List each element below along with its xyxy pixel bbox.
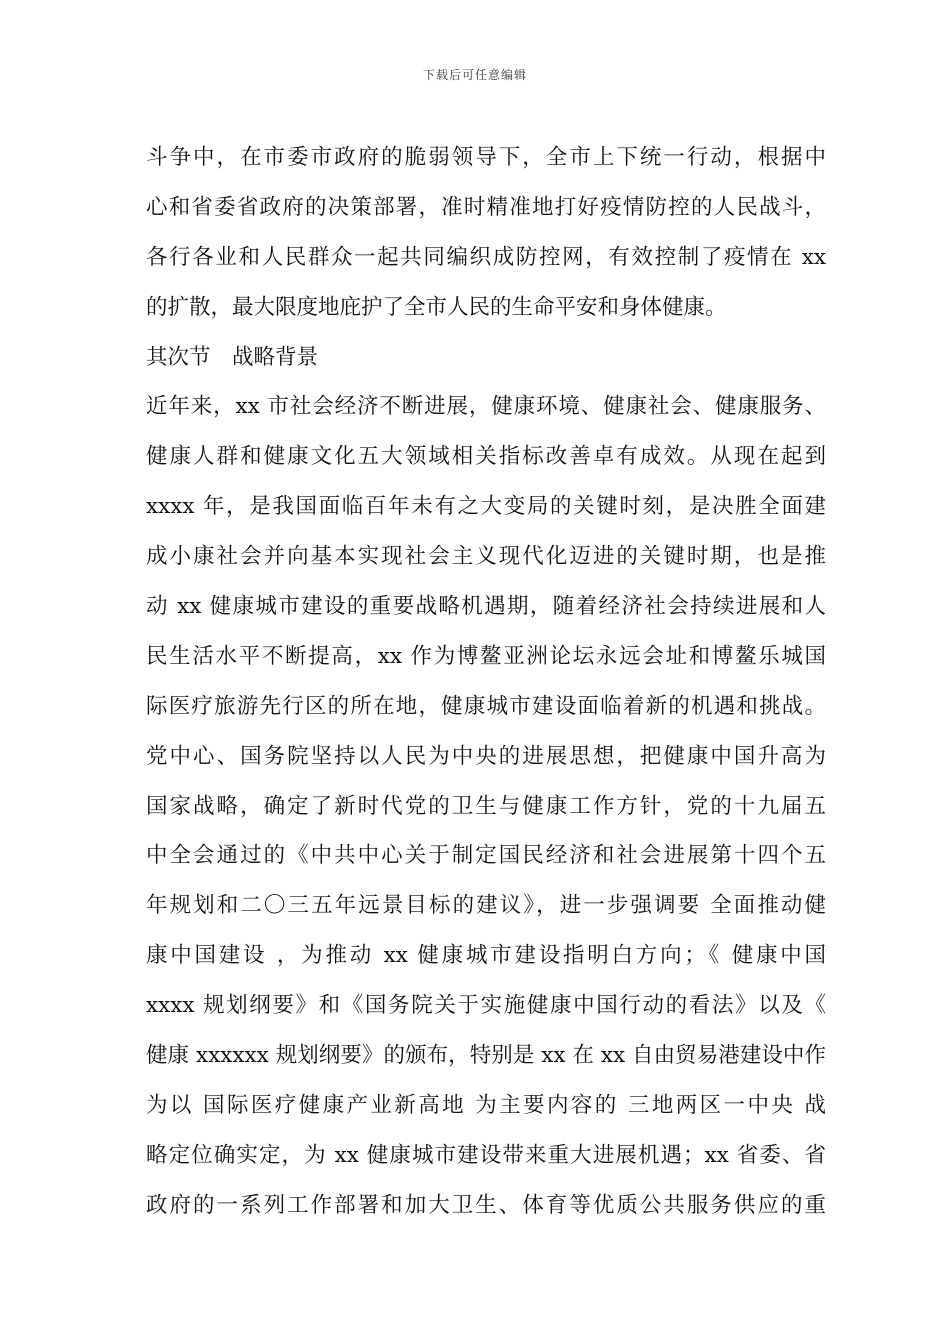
text-line: 政府的一系列工作部署和加大卫生、体育等优质公共服务供应的重 [146, 1192, 826, 1218]
text-line: 民生活水平不断提高，xx 作为博鳌亚洲论坛永远会址和博鳌乐城国 [146, 643, 826, 669]
text-line: 为以 国际医疗健康产业新高地 为主要内容的 三地两区一中央 战 [146, 1092, 826, 1118]
text-line: 近年来，xx 市社会经济不断进展，健康环境、健康社会、健康服务、 [146, 394, 826, 420]
text-line: 动 xx 健康城市建设的重要战略机遇期，随着经济社会持续进展和人 [146, 594, 826, 620]
text-line: 际医疗旅游先行区的所在地，健康城市建设面临着新的机遇和挑战。 [146, 693, 826, 719]
section-heading: 其次节 战略背景 [146, 344, 319, 370]
document-body [146, 133, 826, 1231]
text-line: 康中国建设 ，为推动 xx 健康城市建设指明白方向；《 健康中国 [146, 943, 826, 969]
text-line: xxxx 规划纲要》和《国务院关于实施健康中国行动的看法》以及《 [146, 993, 826, 1019]
text-line: 年规划和二〇三五年远景目标的建议》，进一步强调要 全面推动健 [146, 893, 826, 919]
text-line: 成小康社会并向基本实现社会主义现代化迈进的关键时期，也是推 [146, 544, 826, 570]
text-line: xxxx 年，是我国面临百年未有之大变局的关键时刻，是决胜全面建 [146, 494, 826, 520]
text-line: 心和省委省政府的决策部署，准时精准地打好疫情防控的人民战斗， [146, 194, 826, 220]
text-line: 中全会通过的《中共中心关于制定国民经济和社会进展第十四个五 [146, 843, 826, 869]
page-header-note: 下载后可任意编辑 [422, 68, 527, 82]
text-line: 的扩散，最大限度地庇护了全市人民的生命平安和身体健康。 [146, 294, 727, 320]
text-line: 国家战略，确定了新时代党的卫生与健康工作方针，党的十九届五 [146, 793, 826, 819]
text-line: 各行各业和人民群众一起共同编织成防控网，有效控制了疫情在 xx [146, 244, 826, 270]
text-line: 健康人群和健康文化五大领域相关指标改善卓有成效。从现在起到 [146, 444, 826, 470]
text-line: 略定位确实定，为 xx 健康城市建设带来重大进展机遇；xx 省委、省 [146, 1142, 826, 1168]
text-line: 健康 xxxxxx 规划纲要》的颁布，特别是 xx 在 xx 自由贸易港建设中作 [146, 1043, 826, 1069]
text-line: 党中心、国务院坚持以人民为中央的进展思想，把健康中国升高为 [146, 743, 826, 769]
text-line: 斗争中，在市委市政府的脆弱领导下，全市上下统一行动，根据中 [146, 145, 826, 170]
